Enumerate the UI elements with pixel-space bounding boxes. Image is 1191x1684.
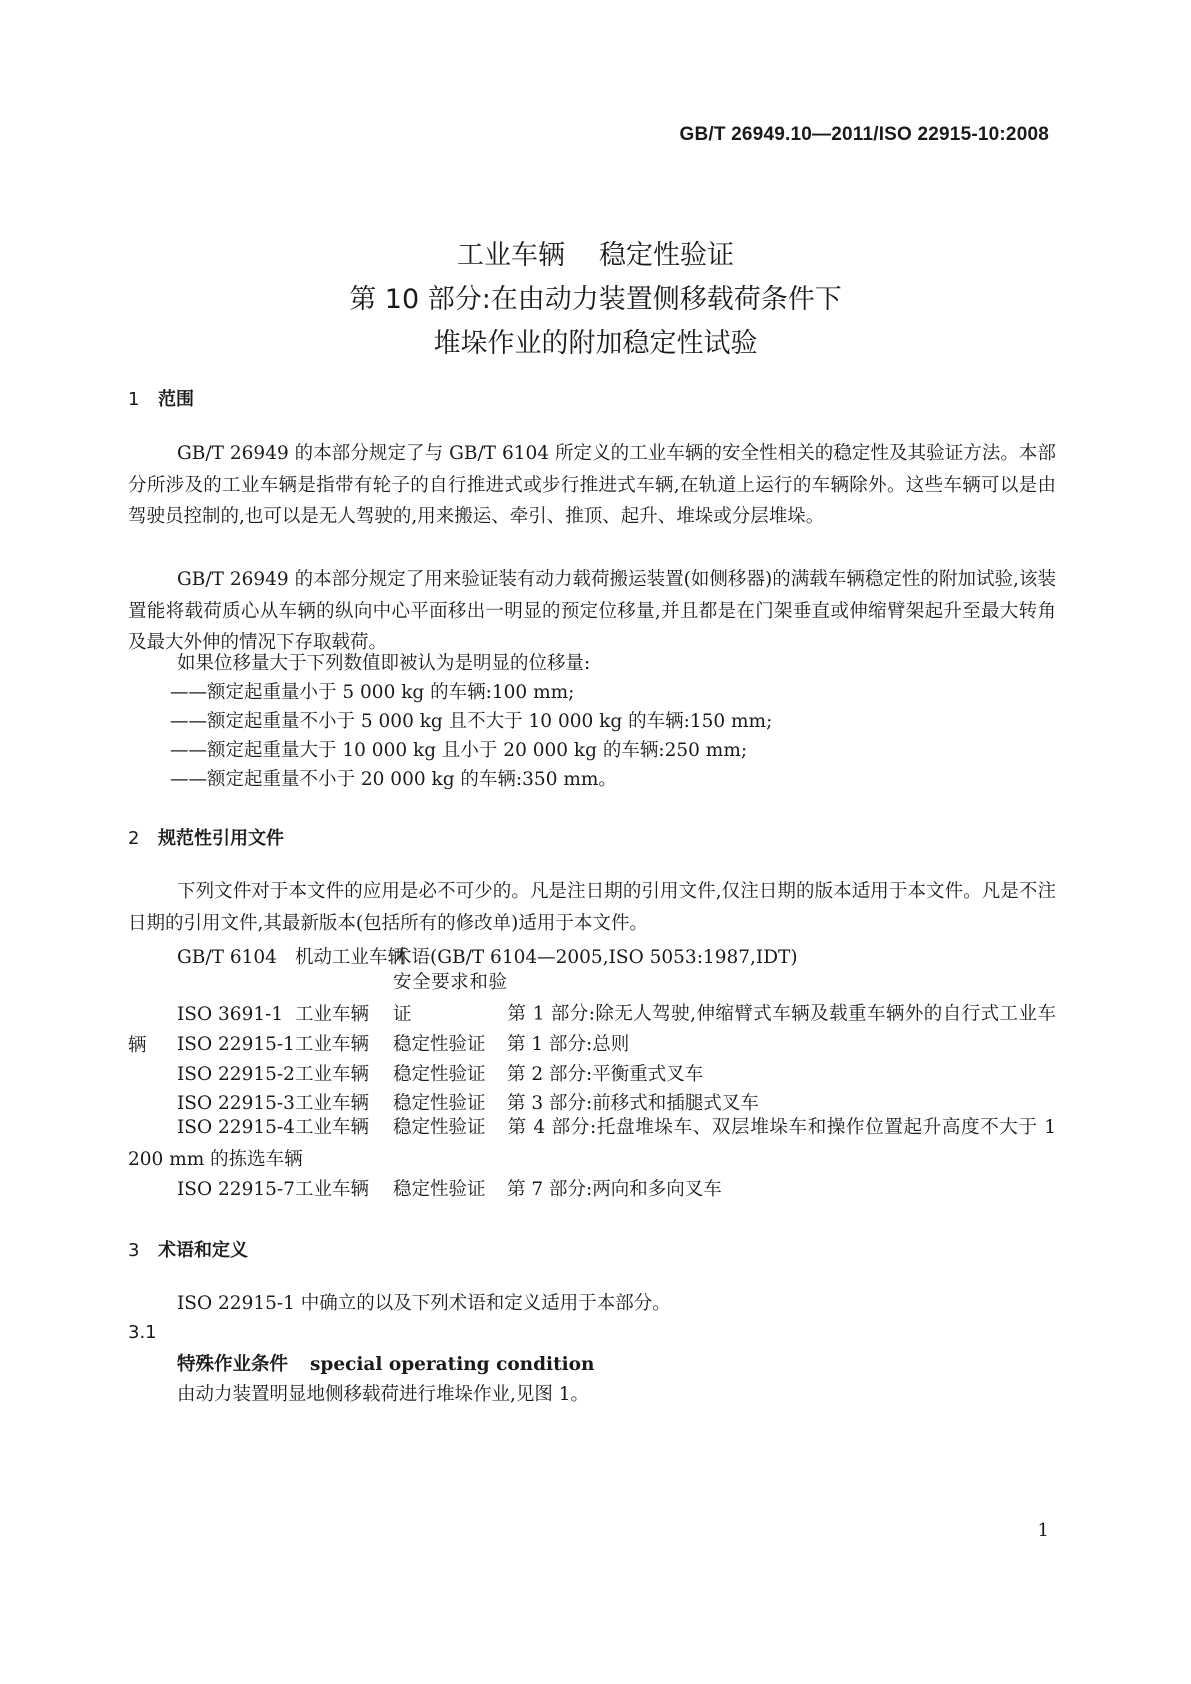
list-item: ——额定起重量不小于 5 000 kg 且不大于 10 000 kg 的车辆:150 mm; bbox=[170, 711, 773, 732]
term-definition: 由动力装置明显地侧移载荷进行堆垛作业,见图 1。 bbox=[177, 1384, 590, 1405]
section-3-heading: 3 术语和定义 bbox=[128, 1240, 248, 1261]
document-title bbox=[0, 234, 1191, 366]
list-item: ——额定起重量小于 5 000 kg 的车辆:100 mm; bbox=[170, 682, 575, 703]
normative-reference-1: GB/T 6104 机动工业车辆术语(GB/T 6104—2005,ISO 5053:1987,IDT) bbox=[177, 947, 798, 968]
section-1-paragraph-3: 如果位移量大于下列数值即被认为是明显的位移量: bbox=[177, 653, 591, 674]
section-3-intro: ISO 22915-1 中确立的以及下列术语和定义适用于本部分。 bbox=[177, 1293, 671, 1314]
list-item: ——额定起重量不小于 20 000 kg 的车辆:350 mm。 bbox=[170, 769, 617, 790]
term-heading: 特殊作业条件 special operating condition bbox=[177, 1354, 595, 1375]
title-line-3: 堆垛作业的附加稳定性试验 bbox=[433, 328, 758, 359]
standard-code-header: GB/T 26949.10—2011/ISO 22915-10:2008 bbox=[679, 124, 1049, 145]
section-2-heading: 2 规范性引用文件 bbox=[128, 828, 284, 849]
title-line-2: 第 10 部分:在由动力装置侧移载荷条件下 bbox=[349, 284, 842, 315]
normative-reference-4: ISO 22915-2工业车辆 稳定性验证 第 2 部分:平衡重式叉车 bbox=[177, 1064, 704, 1085]
normative-reference-5: ISO 22915-3工业车辆 稳定性验证 第 3 部分:前移式和插腿式叉车 bbox=[177, 1093, 759, 1114]
normative-reference-3: ISO 22915-1工业车辆 稳定性验证 第 1 部分:总则 bbox=[177, 1034, 630, 1055]
term-number: 3.1 bbox=[128, 1322, 157, 1343]
normative-reference-6: ISO 22915-4工业车辆 稳定性验证 第 4 部分:托盘堆垛车、双层堆垛车和操作位置起升高度不大于 1 200 mm 的拣选车辆 bbox=[128, 1117, 1056, 1170]
section-2-intro: 下列文件对于本文件的应用是必不可少的。凡是注日期的引用文件,仅注日期的版本适用于本文件。凡是不注日期的引用文件,其最新版本(包括所有的修改单)适用于本文件。 bbox=[128, 881, 1056, 934]
normative-reference-7: ISO 22915-7工业车辆 稳定性验证 第 7 部分:两向和多向叉车 bbox=[177, 1179, 722, 1200]
page-number: 1 bbox=[1037, 1520, 1049, 1541]
section-1-heading: 1 范围 bbox=[128, 389, 194, 410]
normative-reference-2: ISO 3691-1 工业车辆安全要求和验证 第 1 部分:除无人驾驶,伸缩臂式车辆及载重车辆外的自行式工业车辆 bbox=[128, 972, 1056, 1056]
section-1-paragraph-2: GB/T 26949 的本部分规定了用来验证装有动力载荷搬运装置(如侧移器)的满载车辆稳定性的附加试验,该装置能将载荷质心从车辆的纵向中心平面移出一明显的预定位移量,并且都是在门架垂直或伸缩臂架起升至最大转角及最大外伸的情况下存取载荷。 bbox=[128, 569, 1056, 653]
list-item: ——额定起重量大于 10 000 kg 且小于 20 000 kg 的车辆:250 mm; bbox=[170, 740, 748, 761]
section-1-paragraph-1: GB/T 26949 的本部分规定了与 GB/T 6104 所定义的工业车辆的安全性相关的稳定性及其验证方法。本部分所涉及的工业车辆是指带有轮子的自行推进式或步行推进式车辆,在轨道上运行的车辆除外。这些车辆可以是由驾驶员控制的,也可以是无人驾驶的,用来搬运、牵引、推顶、起升、堆垛或分层堆垛。 bbox=[128, 443, 1056, 527]
title-line-1: 工业车辆 稳定性验证 bbox=[457, 240, 734, 271]
